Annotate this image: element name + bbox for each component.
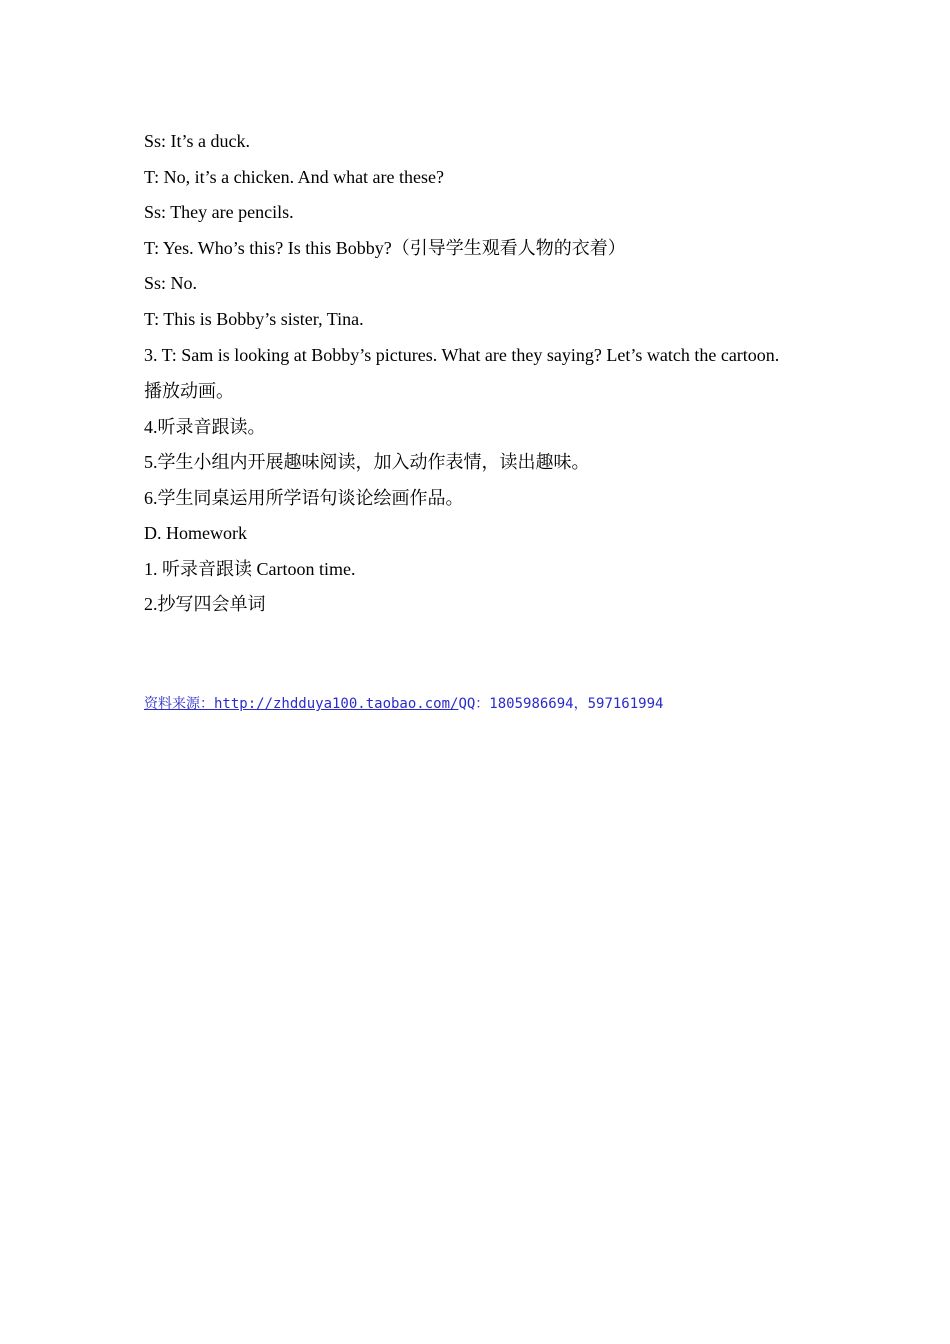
step-line: 4.听录音跟读。 [144, 416, 266, 437]
homework-item: 2.抄写四会单词 [144, 594, 266, 614]
homework-heading: D. Homework [144, 523, 247, 543]
dialogue-line: T: This is Bobby’s sister, Tina. [144, 308, 364, 329]
step-line: 5.学生小组内开展趣味阅读，加入动作表情，读出趣味。 [144, 452, 590, 472]
dialogue-line: Ss: No. [144, 273, 198, 293]
step-3-paragraph: 3. T: Sam is looking at Bobby’s pictures. What are they saying? Let’s watch the cartoon. [144, 345, 780, 365]
qq-contact: QQ：1805986694，597161994 [458, 696, 664, 712]
source-link[interactable]: 资料来源：http://zhdduya100.taobao.com/ [144, 696, 459, 712]
step-line: 6.学生同桌运用所学语句谈论绘画作品。 [144, 487, 464, 508]
dialogue-line: T: Yes. Who’s this? Is this Bobby?（引导学生观看人物的衣着） [144, 237, 626, 258]
dialogue-line: Ss: It’s a duck. [144, 131, 250, 151]
source-footer [144, 694, 663, 714]
homework-item: 1. 听录音跟读 Cartoon time. [144, 558, 356, 579]
step-line: 播放动画。 [144, 381, 234, 401]
lesson-plan-body [144, 124, 806, 623]
dialogue-line: T: No, it’s a chicken. And what are these? [144, 166, 445, 187]
dialogue-line: Ss: They are pencils. [144, 202, 294, 222]
